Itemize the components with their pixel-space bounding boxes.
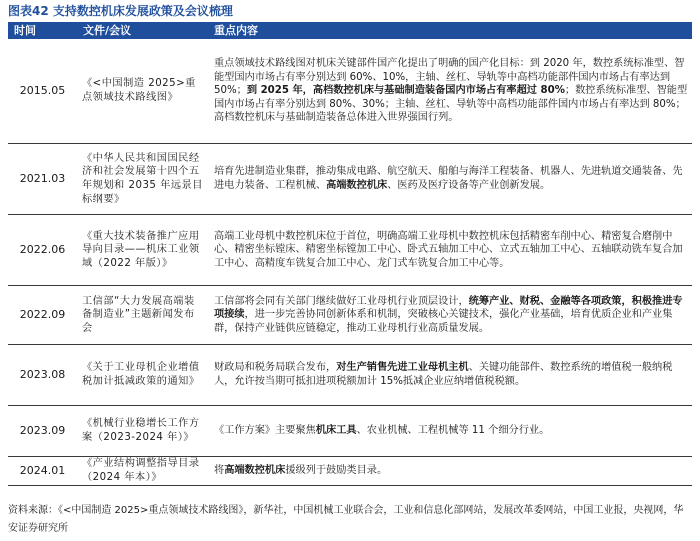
table-row: [8, 406, 692, 457]
content-segment: 《工作方案》主要聚焦: [214, 425, 316, 437]
content-segment: 、农业机械、工程机械等 11 个细分行业。: [356, 425, 550, 437]
content-segment: 高端工业母机中数控机床位于首位，明确高端工业母机中数控机床包括精密车削中心、精密复合磨削中心、精密坐标镗床、精密坐标镗加工中心、卧式五轴加工中心、立式五轴加工中心、五轴联动铣车复合加工中心、高精度车铣复合加工中心、龙门式车铣复合加工中心等。: [214, 230, 683, 269]
header-content: 重点内容: [208, 22, 692, 39]
content-segment: 将: [214, 465, 225, 477]
row-time: 2023.09: [8, 406, 77, 457]
row-time: 2021.03: [8, 144, 77, 215]
content-emphasis: 到 2025 年，高档数控机床与基础制造装备国内市场占有率超过 80%: [246, 85, 565, 97]
table-row: [8, 144, 692, 215]
row-content: [208, 345, 692, 406]
content-segment: 、关键功能部件、数控系统的增值税一般纳税人，允许按当期可抵扣进项税额加计 15%抵减企业应纳增值税税额。: [214, 362, 673, 387]
row-time: 2022.06: [8, 215, 77, 286]
row-doc: 《关于工业母机企业增值税加计抵减政策的通知》: [77, 345, 208, 406]
row-content: [208, 406, 692, 457]
row-content: [208, 286, 692, 345]
content-emphasis: 高端数控机床: [224, 465, 286, 477]
table-row: [8, 457, 692, 486]
table-row: [8, 345, 692, 406]
content-emphasis: 机床工具: [315, 425, 357, 437]
row-time: 2022.09: [8, 286, 77, 345]
table-row: [8, 39, 692, 144]
policy-table: [8, 22, 692, 486]
source-note: 资料来源：《<中国制造 2025>重点领域技术路线图》，新华社，中国机械工业联合会，工业和信息化部网站，发展改革委网站，中国工业报，央视网，华安证券研究所: [8, 505, 684, 534]
content-segment: 重点领域技术路线图对机床关键部件国产化提出了明确的国产化目标：到 2020 年，数控系统标准型、智能型国内市场占有率分别达到 60%、10%，主轴、丝杠、导轨等中高档功能部件国内市场占有率达到 50%；: [214, 58, 685, 97]
row-doc: 《产业结构调整指导目录（2024 年本）》: [77, 457, 208, 486]
row-time: 2015.05: [8, 39, 77, 144]
content-segment: ，进一步完善协同创新体系和机制，突破核心关键技术，强化产业基础，培育优质企业和产业集群，保持产业链供应链稳定，推动工业母机行业高质量发展。: [214, 309, 673, 334]
row-content: [208, 215, 692, 286]
figure-title: 图表42 支持数控机床发展政策及会议梳理: [8, 4, 233, 18]
content-emphasis: 高端数控机床: [326, 180, 388, 191]
table-row: [8, 286, 692, 345]
header-doc: 文件/会议: [77, 22, 208, 39]
row-time: 2023.08: [8, 345, 77, 406]
content-segment: 、医药及医疗设备等产业创新发展。: [387, 180, 551, 191]
header-time: 时间: [8, 22, 77, 39]
content-segment: 援级列于鼓励类目录。: [285, 465, 388, 477]
content-segment: ；数控系统标准型、智能型国内市场占有率分别达到 80%、30%；主轴、丝杠、导轨等中高档功能部件国内市场占有率达到 80%；高档数控机床与基础制造装备总体进入世界强国行列。: [214, 85, 688, 124]
row-time: 2024.01: [8, 457, 77, 486]
row-content: [208, 39, 692, 144]
row-doc: 《中华人民共和国国民经济和社会发展第十四个五年规划和 2035 年远景目标纲要》: [77, 144, 208, 215]
content-emphasis: 对生产销售先进工业母机主机: [336, 362, 469, 374]
content-segment: 财政局和税务局联合发布，: [214, 362, 337, 374]
row-doc: 《机械行业稳增长工作方案（2023-2024 年）》: [77, 406, 208, 457]
table-header-row: [8, 22, 692, 39]
content-emphasis: 统筹产业、财税、金融等各项政策，积极推进专项接续: [214, 295, 683, 321]
row-doc: 工信部“大力发展高端装备制造业”主题新闻发布会: [77, 286, 208, 345]
row-content: [208, 457, 692, 486]
row-doc: 《重大技术装备推广应用导向目录——机床工业领域（2022 年版）》: [77, 215, 208, 286]
row-content: [208, 144, 692, 215]
table-row: [8, 215, 692, 286]
content-segment: 工信部将会同有关部门继续做好工业母机行业顶层设计，: [214, 295, 469, 307]
row-doc: 《<中国制造 2025>重点领域技术路线图》: [77, 39, 208, 144]
content-segment: 培育先进制造业集群，推动集成电路、航空航天、船舶与海洋工程装备、机器人、先进轨道交通装备、先进电力装备、工程机械、: [214, 166, 683, 191]
